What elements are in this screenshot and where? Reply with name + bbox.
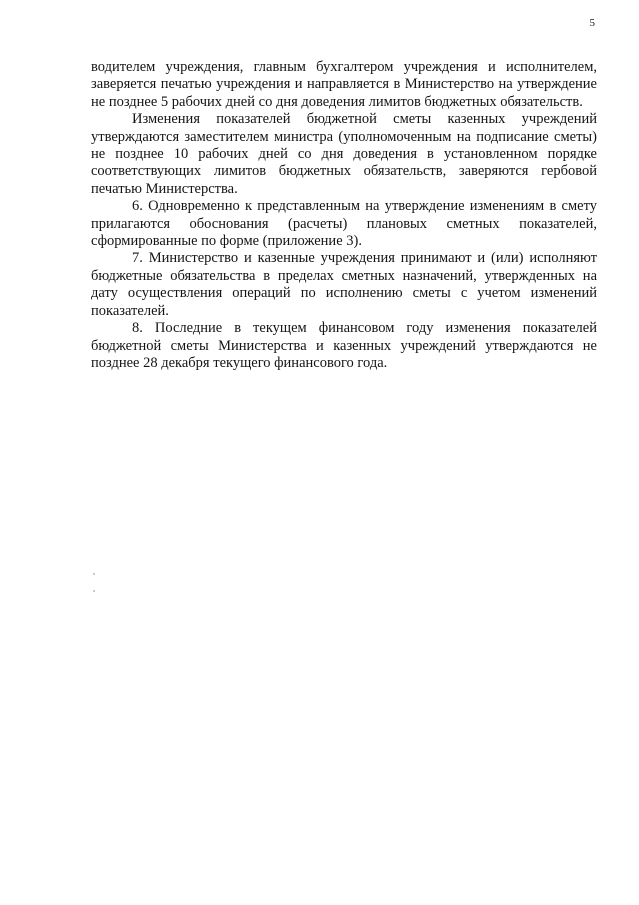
scan-speck — [93, 573, 95, 575]
paragraph-estimate-changes: Изменения показателей бюджетной сметы казенных учреждений утверждаются заместителем министра (уполномоченным на подписание сметы) не позднее 10 рабочих дней со дня доведения в установленном порядке соответствующих лимитов бюджетных обязательств, заверяются гербовой печатью Министерства. — [91, 111, 597, 197]
paragraph-item-8: 8. Последние в текущем финансовом году изменения показателей бюджетной сметы Министерства и казенных учреждений утверждаются не позднее 28 декабря текущего финансового года. — [91, 320, 597, 371]
scan-speck — [93, 590, 95, 592]
document-body — [91, 59, 597, 372]
paragraph-item-7: 7. Министерство и казенные учреждения принимают и (или) исполняют бюджетные обязательства в пределах сметных назначений, утвержденных на дату осуществления операций по исполнению сметы с учетом изменений показателей. — [91, 250, 597, 319]
paragraph-item-6: 6. Одновременно к представленным на утверждение изменениям в смету прилагаются обоснования (расчеты) плановых сметных показателей, сформированные по форме (приложение 3). — [91, 198, 597, 250]
paragraph-continuation: водителем учреждения, главным бухгалтером учреждения и исполнителем, заверяется печатью учреждения и направляется в Министерство на утверждение не позднее 5 рабочих дней со дня доведения лимитов бюджетных обязательств. — [91, 59, 597, 110]
page-number: 5 — [589, 17, 595, 29]
